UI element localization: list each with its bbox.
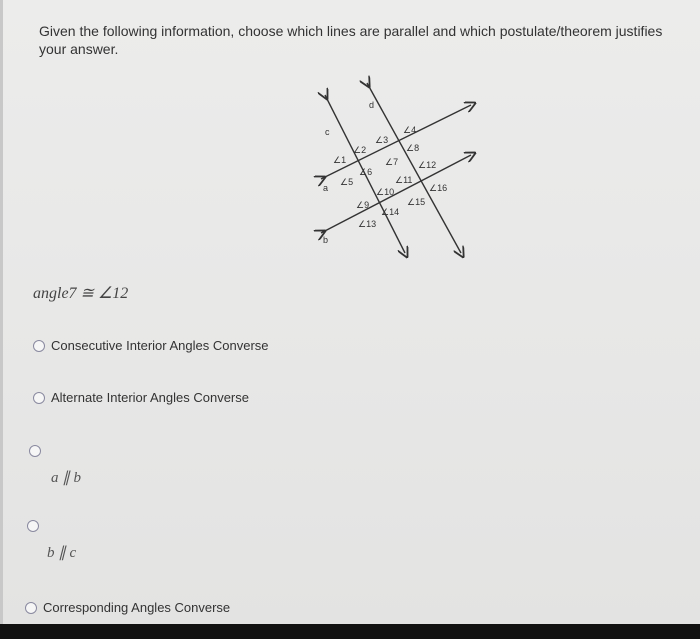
option-a-parallel-b[interactable] <box>29 445 41 457</box>
angle-13: ∠13 <box>358 219 377 229</box>
line-label-d: d <box>369 100 375 110</box>
radio-button[interactable] <box>29 445 41 457</box>
angle-8: ∠8 <box>406 143 420 153</box>
angle-4: ∠4 <box>403 125 417 135</box>
option-label: Alternate Interior Angles Converse <box>51 390 249 405</box>
option-corresponding-angles[interactable] <box>25 600 230 615</box>
angle-12: ∠12 <box>418 160 437 170</box>
line-label-a: a <box>323 183 329 193</box>
radio-button[interactable] <box>33 392 45 404</box>
question-text: Given the following information, choose which lines are parallel and which postulate/theorem justifies your answer. <box>39 23 663 57</box>
angle-1: ∠1 <box>333 155 347 165</box>
angle-2: ∠2 <box>353 145 367 155</box>
line-label-b: b <box>323 235 329 245</box>
option-b-parallel-c[interactable] <box>27 520 39 532</box>
option-consecutive-interior[interactable] <box>33 338 269 353</box>
option-label-a-parallel-b: a ∥ b <box>51 470 81 486</box>
option-label: Consecutive Interior Angles Converse <box>51 338 269 353</box>
given-statement: angle7 ≅ ∠12 <box>33 285 129 302</box>
parallel-lines-diagram <box>303 75 503 265</box>
angle-7: ∠7 <box>385 157 399 167</box>
bottom-bar <box>0 624 700 639</box>
angle-14: ∠14 <box>381 207 400 217</box>
line-label-c: c <box>325 127 330 137</box>
angle-6: ∠6 <box>359 167 373 177</box>
radio-button[interactable] <box>25 602 37 614</box>
angle-15: ∠15 <box>407 197 426 207</box>
option-alternate-interior[interactable] <box>33 390 249 405</box>
option-label-b-parallel-c: b ∥ c <box>47 545 77 561</box>
angle-9: ∠9 <box>356 200 370 210</box>
radio-button[interactable] <box>33 340 45 352</box>
angle-5: ∠5 <box>340 177 354 187</box>
angle-11: ∠11 <box>395 175 413 185</box>
option-label: Corresponding Angles Converse <box>43 600 231 615</box>
angle-16: ∠16 <box>429 183 448 193</box>
angle-10: ∠10 <box>376 187 395 197</box>
line-a <box>321 105 471 179</box>
radio-button[interactable] <box>27 520 39 532</box>
angle-3: ∠3 <box>375 135 389 145</box>
